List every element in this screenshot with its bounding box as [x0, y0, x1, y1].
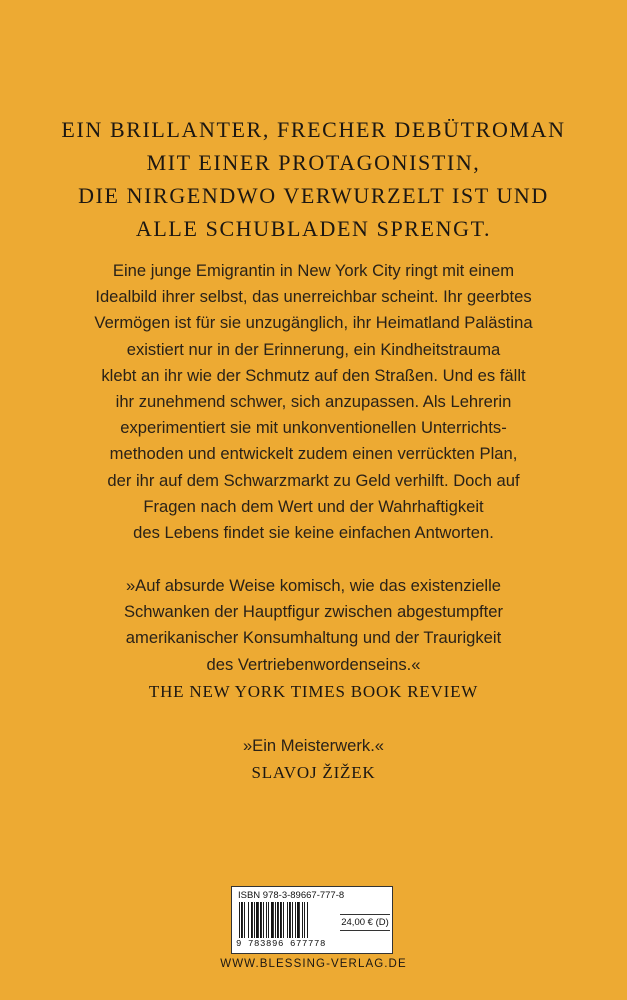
- blurb-line: des Lebens findet sie keine einfachen Antworten.: [133, 523, 494, 543]
- quote-line: »Auf absurde Weise komisch, wie das existenzielle: [125, 576, 502, 595]
- quote-line: »Ein Meisterwerk.«: [242, 736, 385, 755]
- headline: [0, 113, 627, 245]
- quote-source: THE NEW YORK TIMES BOOK REVIEW: [148, 681, 479, 701]
- blurb-text: [0, 258, 627, 546]
- review-quote-nyt: [0, 573, 627, 706]
- blurb-line: der ihr auf dem Schwarzmarkt zu Geld verhilft. Doch auf: [107, 470, 520, 490]
- headline-line: ALLE SCHUBLADEN SPRENGT.: [135, 216, 492, 241]
- blurb-line: klebt an ihr wie der Schmutz auf den Straßen. Und es fällt: [101, 365, 526, 385]
- headline-line: MIT EINER PROTAGONISTIN,: [146, 150, 481, 175]
- publisher-website: WWW.BLESSING-VERLAG.DE: [220, 958, 407, 970]
- blurb-line: experimentiert sie mit unkonventionellen Unterrichts-: [120, 418, 507, 438]
- quote-source: SLAVOJ ŽIŽEK: [251, 763, 376, 783]
- blurb-line: Eine junge Emigrantin in New York City ringt mit einem: [112, 261, 515, 280]
- barcode-label: [231, 886, 393, 954]
- review-quote-zizek: [0, 733, 627, 787]
- blurb-line: existiert nur in der Erinnerung, ein Kindheitstrauma: [126, 339, 501, 359]
- blurb-line: methoden und entwickelt zudem einen verrückten Plan,: [109, 444, 518, 464]
- headline-line: EIN BRILLANTER, FRECHER DEBÜTROMAN: [61, 117, 566, 142]
- quote-line: des Vertriebenwordenseins.«: [206, 654, 421, 674]
- barcode-icon: [238, 902, 338, 938]
- blurb-line: Idealbild ihrer selbst, das unerreichbar scheint. Ihr geerbtes: [95, 287, 532, 307]
- barcode-number: 9 783896 677778: [236, 939, 327, 949]
- blurb-line: ihr zunehmend schwer, sich anzupassen. Als Lehrerin: [115, 392, 512, 412]
- isbn-text: ISBN 978-3-89667-777-8: [238, 890, 345, 901]
- quote-line: amerikanischer Konsumhaltung und der Traurigkeit: [125, 628, 502, 648]
- blurb-line: Fragen nach dem Wert und der Wahrhaftigkeit: [143, 496, 484, 516]
- blurb-line: Vermögen ist für sie unzugänglich, ihr Heimatland Palästina: [94, 313, 533, 333]
- quote-line: Schwanken der Hauptfigur zwischen abgestumpfter: [123, 602, 504, 622]
- headline-line: DIE NIRGENDWO VERWURZELT IST UND: [78, 183, 549, 208]
- price-label: 24,00 € (D): [340, 914, 390, 931]
